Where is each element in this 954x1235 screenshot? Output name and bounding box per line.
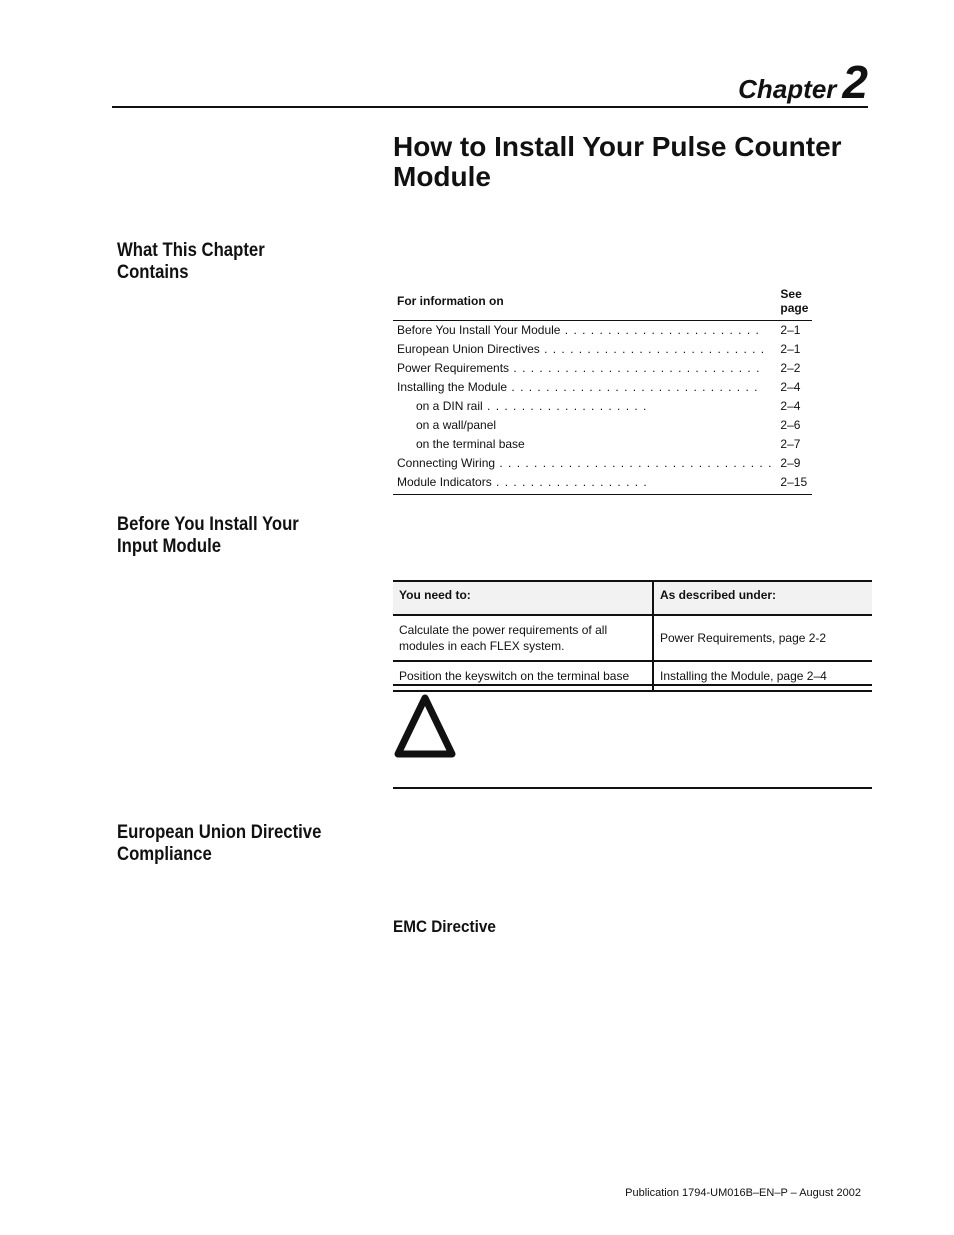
contents-row xyxy=(393,397,812,416)
contents-page: 2–4 xyxy=(780,380,801,394)
contents-leader: . . . . . . . . . . . . . . . . . . . . . . . . . . . . . xyxy=(507,380,759,394)
chapter-header xyxy=(112,58,868,108)
chapter-label: Chapter xyxy=(738,74,837,104)
contents-leader: . . . . . . . . . . . . . . . . . . . . . . . xyxy=(560,323,760,337)
contents-topic: Before You Install Your Module xyxy=(397,323,561,337)
contents-page: 2–1 xyxy=(780,323,801,337)
requirements-desc: Installing the Module, page 2–4 xyxy=(653,661,872,691)
contents-row xyxy=(393,340,812,359)
requirements-need: Calculate the power requirements of all modules in each FLEX system. xyxy=(393,615,653,661)
requirements-header-row xyxy=(393,581,872,615)
publication-footer: Publication 1794-UM016B–EN–P – August 2002 xyxy=(625,1187,861,1199)
contents-topic: on the terminal base xyxy=(416,437,525,451)
contents-row xyxy=(393,321,812,341)
requirements-table xyxy=(393,580,872,692)
contents-leader: . . . . . . . . . . . . . . . . . . . xyxy=(482,399,648,413)
contents-topic: Power Requirements xyxy=(397,361,510,375)
contents-header-page: See page xyxy=(776,283,812,321)
contents-row xyxy=(393,378,812,397)
section-heading-eu-directive: European Union Directive Compliance xyxy=(117,822,322,865)
requirements-row xyxy=(393,615,872,661)
section-heading-before-install: Before You Install Your Input Module xyxy=(117,514,299,557)
contents-page: 2–15 xyxy=(776,473,812,495)
contents-row xyxy=(393,435,812,454)
emc-directive-heading: EMC Directive xyxy=(393,917,496,936)
contents-page: 2–2 xyxy=(780,361,801,375)
requirements-desc: Power Requirements, page 2-2 xyxy=(653,615,872,661)
section-heading-contents: What This Chapter Contains xyxy=(117,240,265,283)
contents-topic: on a wall/panel xyxy=(416,418,497,432)
contents-leader: . . . . . . . . . . . . . . . . . . . . . . . . . . . . . . . . xyxy=(495,456,773,470)
chapter-number: 2 xyxy=(842,56,868,108)
contents-leader: . . . . . . . . . . . . . . . . . . . . . . . . . . xyxy=(539,342,766,356)
contents-row xyxy=(393,359,812,378)
contents-topic: Module Indicators xyxy=(397,475,492,489)
attention-top-rule xyxy=(393,684,872,686)
contents-topic: Installing the Module xyxy=(397,380,508,394)
requirements-header-need: You need to: xyxy=(393,581,653,615)
contents-topic: European Union Directives xyxy=(397,342,540,356)
attention-bottom-rule xyxy=(393,787,872,789)
contents-row xyxy=(393,473,812,495)
attention-triangle-icon xyxy=(392,692,458,760)
contents-topic: on a DIN rail xyxy=(416,399,483,413)
requirements-row xyxy=(393,661,872,691)
contents-page: 2–6 xyxy=(780,418,801,432)
contents-topic: Connecting Wiring xyxy=(397,456,496,470)
contents-page: 2–9 xyxy=(780,456,801,470)
page-title: How to Install Your Pulse Counter Module xyxy=(393,131,842,192)
requirements-need: Position the keyswitch on the terminal base xyxy=(393,661,653,691)
contents-leader: . . . . . . . . . . . . . . . . . . . . . . . . . . . . . xyxy=(509,361,761,375)
contents-row xyxy=(393,416,812,435)
contents-leader: . . . . . . . . . . . . . . . . . . xyxy=(491,475,648,489)
contents-row xyxy=(393,454,812,473)
contents-page: 2–1 xyxy=(780,342,801,356)
contents-page: 2–4 xyxy=(780,399,801,413)
requirements-header-desc: As described under: xyxy=(653,581,872,615)
contents-header-row xyxy=(393,283,812,321)
contents-table xyxy=(393,283,812,495)
contents-header-topic: For information on xyxy=(393,283,776,321)
contents-page: 2–7 xyxy=(780,437,801,451)
